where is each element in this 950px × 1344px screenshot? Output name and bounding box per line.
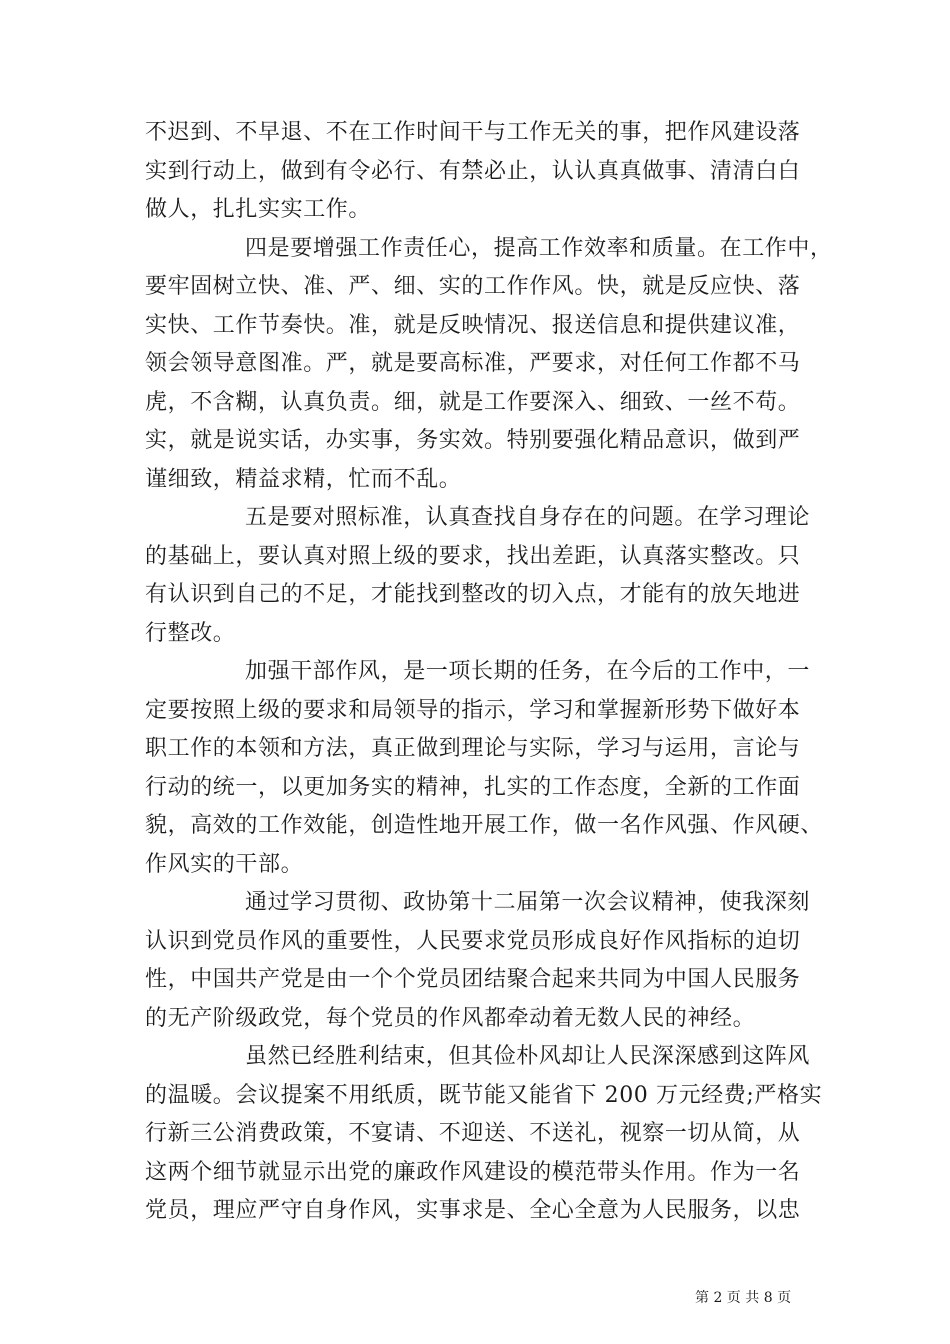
text-line: 作风实的干部。 (145, 851, 304, 877)
text-line: 虎，不含糊，认真负责。细，就是工作要深入、细致、一丝不苟。 (145, 389, 801, 415)
document-body (145, 118, 833, 1235)
text-line: 实到行动上，做到有令必行、有禁必止，认认真真做事、清清白白 (145, 158, 801, 184)
text-line: 的基础上，要认真对照上级的要求，找出差距，认真落实整改。只 (145, 543, 801, 569)
text-line: 职工作的本领和方法，真正做到理论与实际，学习与运用，言论与 (145, 736, 801, 761)
text-line: 认识到党员作风的重要性，人民要求党员形成良好作风指标的迫切 (145, 928, 801, 954)
text-line: 行整改。 (145, 620, 236, 646)
text-line: 的无产阶级政党，每个党员的作风都牵动着无数人民的神经。 (145, 1005, 756, 1031)
text-line: 领会领导意图准。严，就是要高标准，严要求，对任何工作都不马 (145, 351, 801, 376)
text-line: 实，就是说实话，办实事，务实效。特别要强化精品意识，做到严 (145, 428, 801, 453)
paragraph-start-line: 通过学习贯彻、政协第十二届第一次会议精神，使我深刻 (245, 890, 811, 915)
text-line: 性，中国共产党是由一个个党员团结聚合起来共同为中国人民服务 (145, 967, 801, 992)
text-line: 谨细致，精益求精，忙而不乱。 (145, 466, 462, 492)
text-line: 的温暖。会议提案不用纸质，既节能又能省下 200 万元经费;严格实 (145, 1082, 823, 1108)
text-line: 实快、工作节奏快。准，就是反映情况、报送信息和提供建议准， (145, 312, 801, 338)
paragraph-start-line: 四是要增强工作责任心，提高工作效率和质量。在工作中， (245, 235, 833, 261)
text-line: 做人，扎扎实实工作。 (145, 197, 372, 222)
text-line: 要牢固树立快、准、严、细、实的工作作风。快，就是反应快、落 (145, 274, 801, 299)
text-line: 行动的统一，以更加务实的精神，扎实的工作态度，全新的工作面 (145, 774, 801, 800)
text-line: 定要按照上级的要求和局领导的指示，学习和掌握新形势下做好本 (145, 697, 801, 723)
text-line: 有认识到自己的不足，才能找到整改的切入点，才能有的放矢地进 (145, 582, 801, 607)
text-line: 貌，高效的工作效能，创造性地开展工作，做一名作风强、作风硬、 (145, 813, 824, 838)
text-line: 行新三公消费政策，不宴请、不迎送、不送礼，视察一切从简，从 (145, 1121, 801, 1146)
paragraph-start-line: 虽然已经胜利结束，但其俭朴风却让人民深深感到这阵风 (245, 1044, 811, 1069)
paragraph-start-line: 五是要对照标准，认真查找自身存在的问题。在学习理论 (245, 505, 811, 530)
paragraph-start-line: 加强干部作风，是一项长期的任务，在今后的工作中，一 (245, 659, 811, 684)
text-line: 不迟到、不早退、不在工作时间干与工作无关的事，把作风建设落 (145, 120, 801, 145)
page-number-footer: 第 2 页 共 8 页 (695, 1290, 792, 1306)
text-line: 这两个细节就显示出党的廉政作风建设的模范带头作用。作为一名 (145, 1159, 801, 1185)
text-line: 党员，理应严守自身作风，实事求是、全心全意为人民服务，以忠 (145, 1198, 801, 1223)
